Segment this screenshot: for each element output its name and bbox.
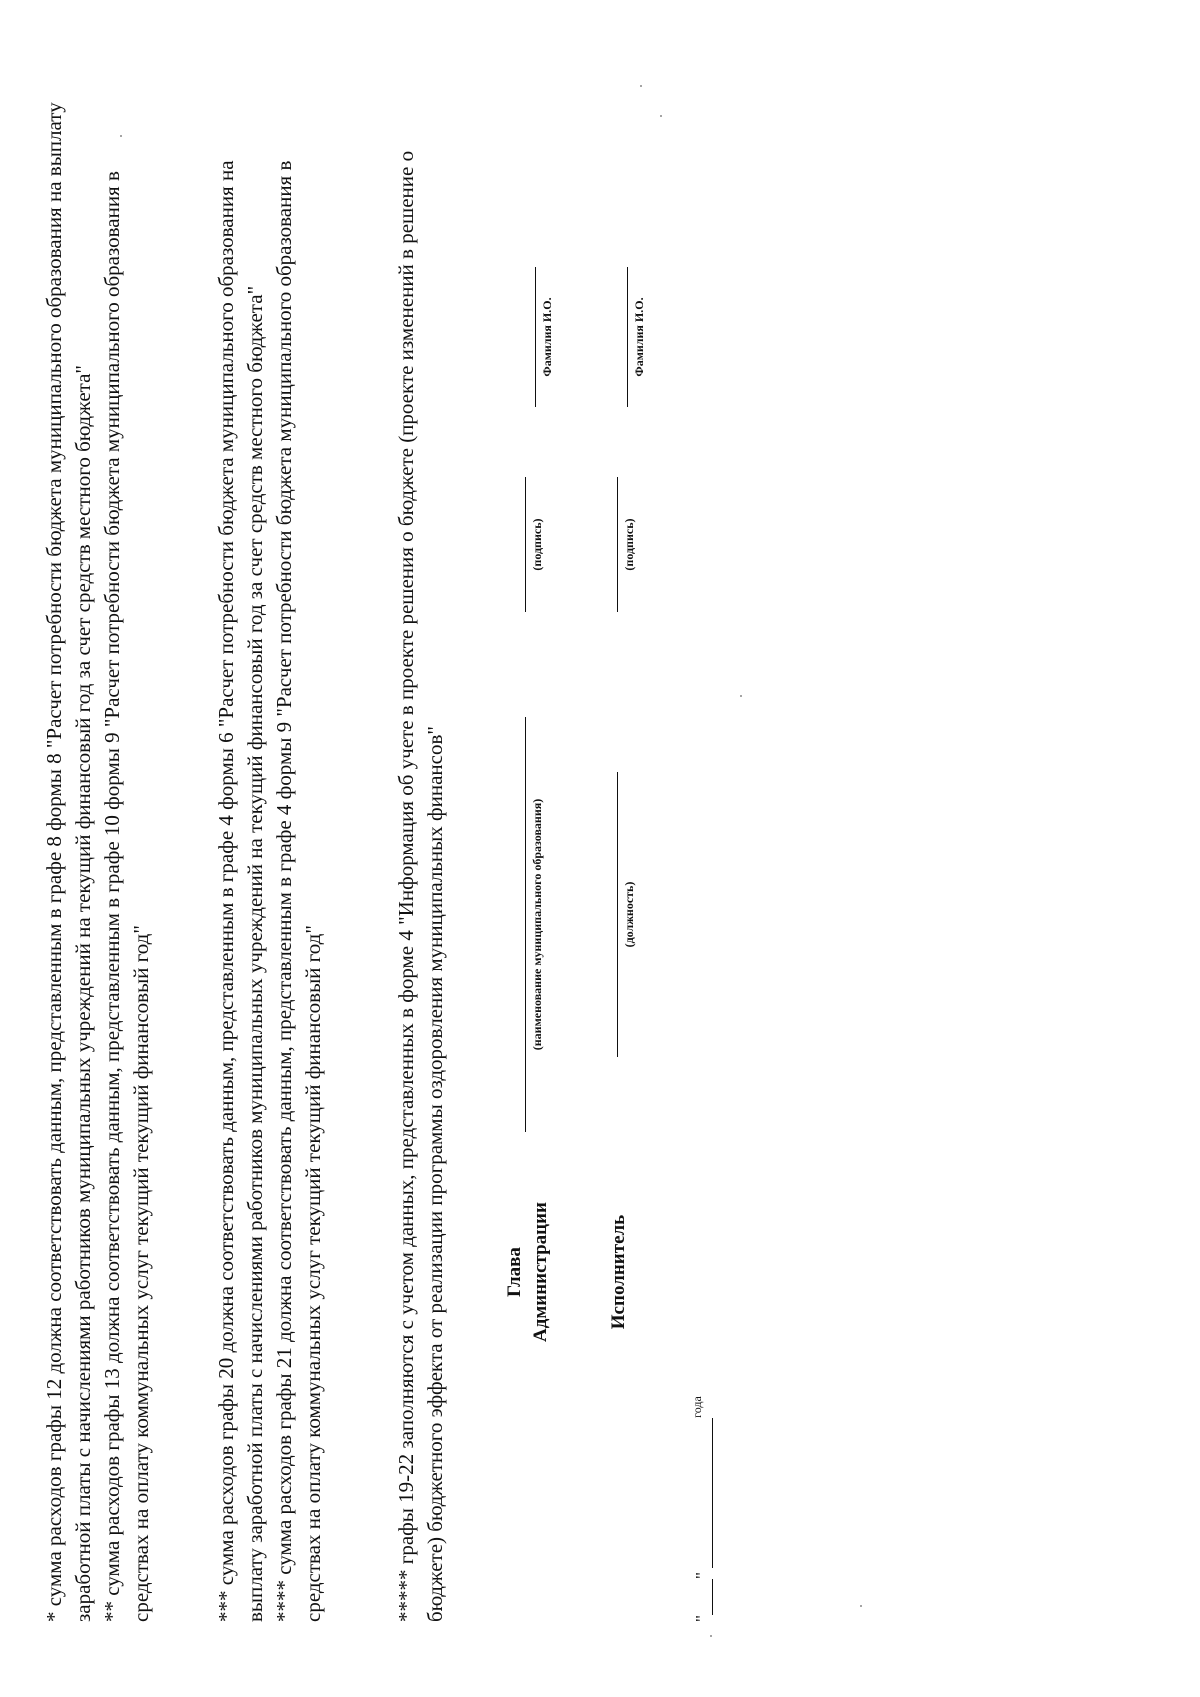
date-close-quote: " (692, 1572, 711, 1580)
footnote-group-2 (212, 102, 328, 1622)
head-fio-line (535, 267, 536, 407)
footnote-2: ** сумма расходов графы 13 должна соответствовать данным, представленным в графе 10 формы 9 "Расчет потребности бюджета муниципального образования в средствах на оплату коммунальных услуг текущий текущий финансовый год" (100, 171, 153, 1622)
scan-speck (120, 135, 122, 137)
executor-fio-line (627, 267, 628, 407)
executor-signature-line (617, 477, 618, 612)
month-blank (694, 1418, 713, 1568)
position-caption: (должность) (622, 881, 636, 948)
footnote-group-1 (40, 102, 156, 1622)
year-label: года (690, 1396, 704, 1418)
footnote-4: **** сумма расходов графы 21 должна соответствовать данным, представленным в графе 4 формы 9 "Расчет потребности бюджета муниципального образования в средствах на оплату коммунальных услуг текущий текущий финансовый год" (272, 160, 325, 1622)
date-open-quote: " (692, 1615, 711, 1622)
executor-label: Исполнитель (608, 1214, 629, 1330)
footnote-1: * сумма расходов графы 12 должна соответствовать данным, представленным в графе 8 формы 8 "Расчет потребности бюджета муниципального образования на выплату заработной платы с начислениями работников муниципальных учреждений на текущий финансовый год за счет средств местного бюджета" (42, 102, 95, 1622)
footnote-3: *** сумма расходов графы 20 должна соответствовать данным, представленным в графе 4 формы 6 "Расчет потребности бюджета муниципального образования на выплату заработной платы с начислениями работников муниципальных учреждений на текущий финансовый год за счет средств местного бюджета" (214, 160, 267, 1622)
municipality-name-caption: (наименование муниципального образования) (530, 798, 544, 1051)
scan-speck (860, 1605, 862, 1607)
executor-signature-caption: (подпись) (622, 518, 636, 571)
municipality-name-line (525, 717, 526, 1132)
head-label-line-1: Глава (504, 1247, 525, 1297)
head-of-administration-label (502, 1177, 554, 1367)
executor-fio-caption: Фамилия И.О. (632, 297, 646, 377)
position-line (617, 772, 618, 1057)
head-fio-caption: Фамилия И.О. (540, 297, 554, 377)
date-row (686, 1396, 713, 1622)
head-label-line-2: Администрации (530, 1201, 551, 1343)
scan-speck (660, 115, 662, 117)
scan-speck (640, 85, 642, 87)
scan-speck (710, 1635, 712, 1637)
scan-speck (740, 695, 742, 697)
head-signature-caption: (подпись) (530, 518, 544, 571)
footnote-5: ***** графы 19-22 заполняются с учетом данных, представленных в форме 4 "Информация об учете в проекте решения о бюджете (проекте изменений в решение о бюджете) бюджетного эффекта от реализации программы оздоровления муниципальных финансов" (394, 150, 447, 1622)
head-signature-line (525, 477, 526, 612)
day-blank (694, 1579, 713, 1615)
